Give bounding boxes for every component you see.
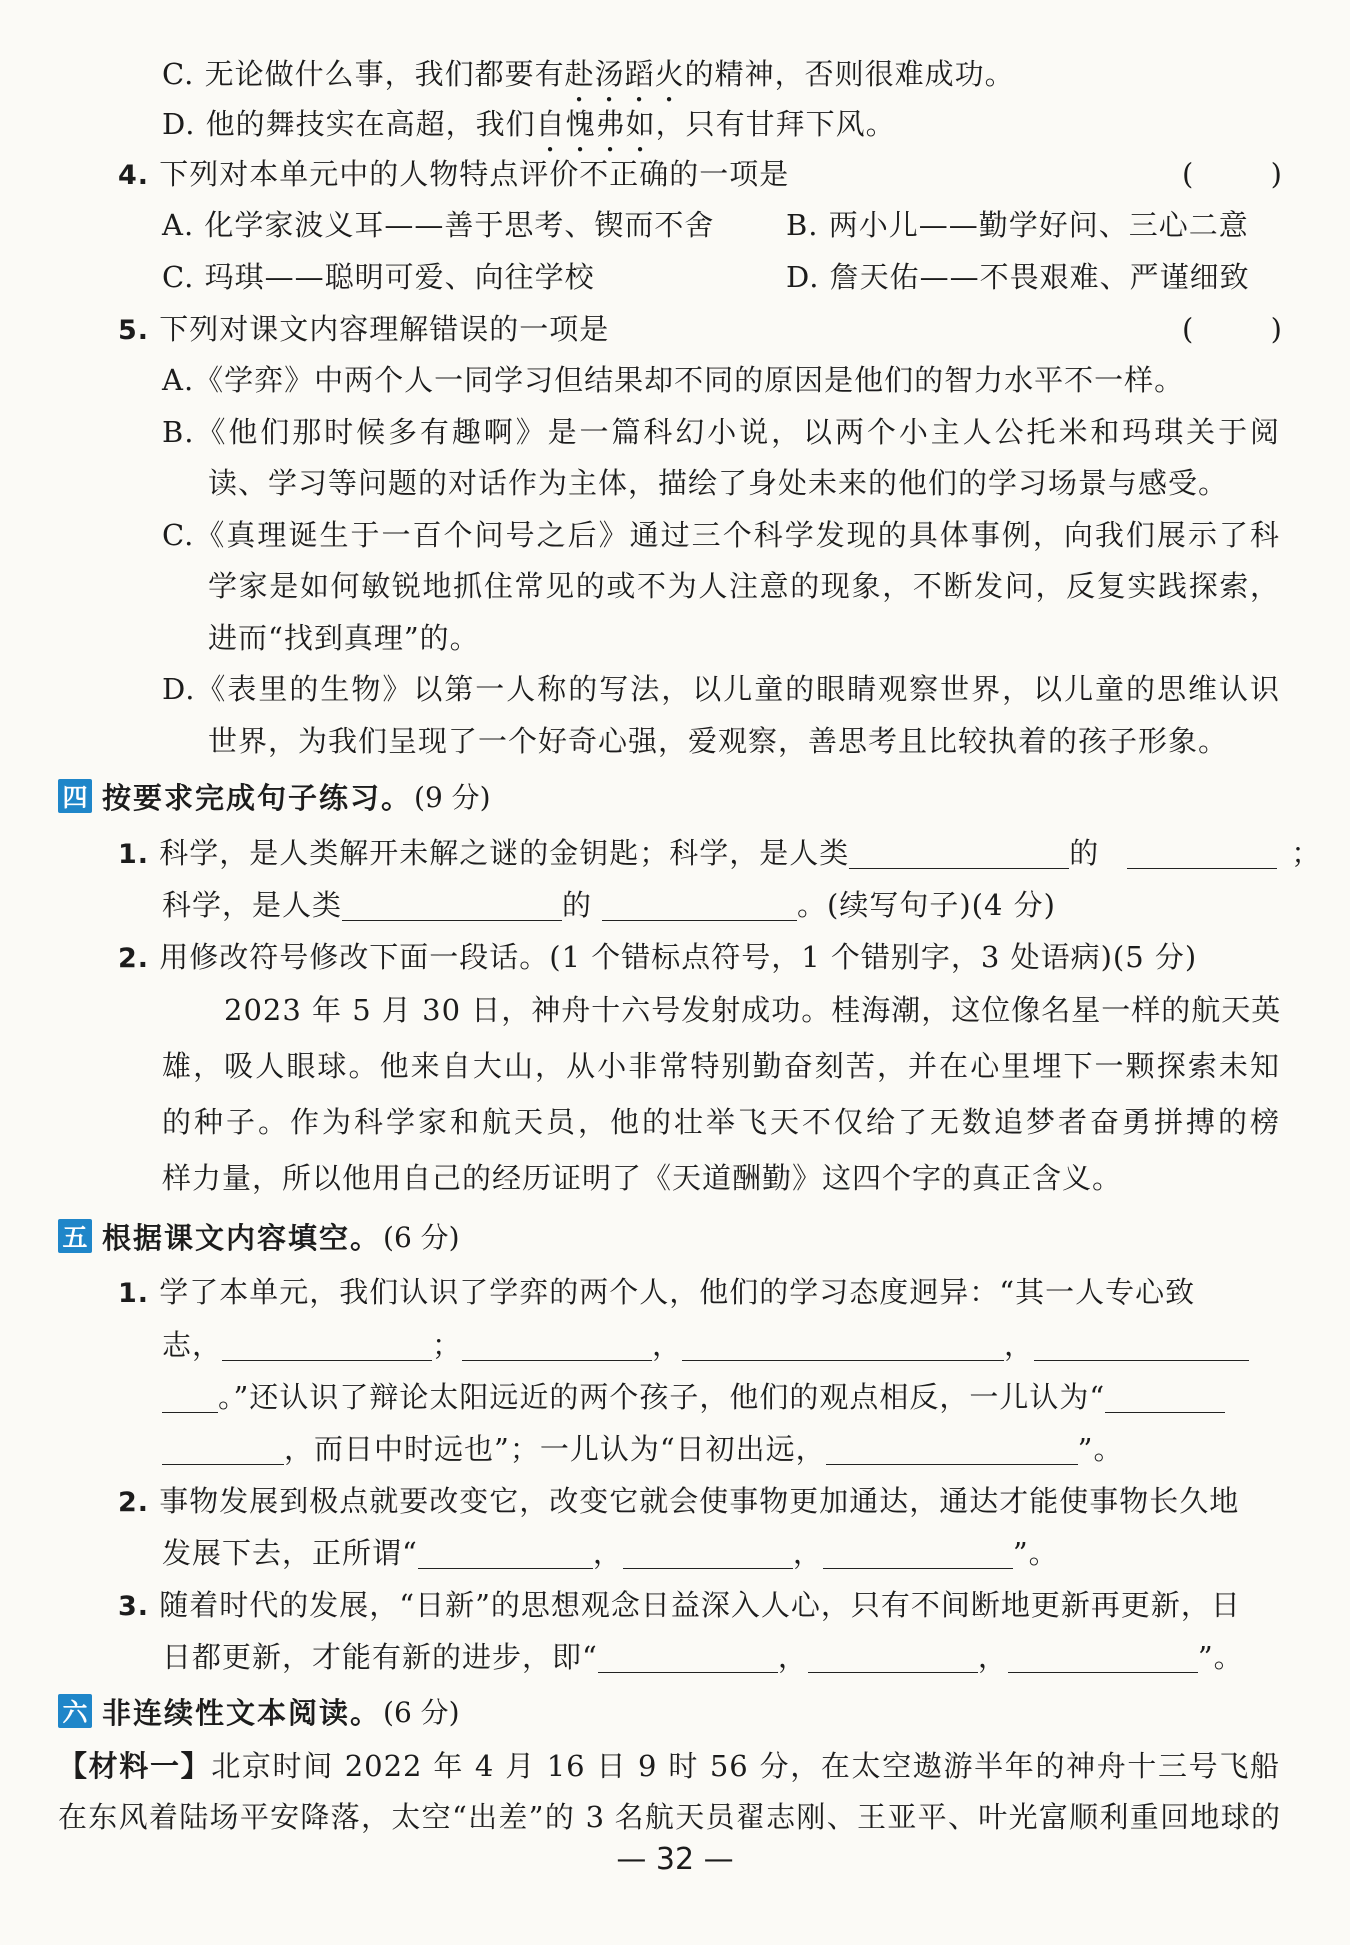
sec5-q1-blank-5-cont[interactable] bbox=[162, 1432, 284, 1465]
section-6-title: 非连续性文本阅读。 bbox=[102, 1695, 382, 1730]
section-5-badge: 五 bbox=[58, 1219, 92, 1253]
q4-number: 4. bbox=[118, 160, 150, 191]
q5-option-a: A.《学弈》中两个人一同学习但结果却不同的原因是他们的智力水平不一样。 bbox=[162, 363, 1185, 397]
sec5-q1-line4 bbox=[162, 1429, 1123, 1469]
sec5-q1-sep-1: ； bbox=[432, 1328, 463, 1362]
sec5-q1-text-2: 志， bbox=[162, 1328, 223, 1362]
sec5-q1-text-3: 。”还认识了辩论太阳远近的两个孩子，他们的观点相反，一儿认为“ bbox=[218, 1380, 1106, 1414]
q5-paren-right: ) bbox=[1270, 312, 1282, 346]
section-4-title: 按要求完成句子练习。 bbox=[102, 780, 413, 815]
sec5-q2-sep-1: ， bbox=[592, 1536, 623, 1570]
sec5-q2-blank-1[interactable] bbox=[418, 1536, 593, 1569]
sec5-q1-end: ”。 bbox=[1077, 1432, 1124, 1466]
sec5-q3-text: 随着时代的发展，“日新”的思想观念日益深入人心，只有不间断地更新再更新，日 bbox=[159, 1588, 1241, 1622]
sec5-q1-blank-6[interactable] bbox=[826, 1432, 1078, 1465]
sec5-q1-blank-3[interactable] bbox=[682, 1328, 1004, 1361]
q3-c-text: C. 无论做什么事，我们都要有 bbox=[162, 57, 565, 91]
sec5-q3-end: ”。 bbox=[1197, 1640, 1244, 1674]
sec4-q2-text: 用修改符号修改下面一段话。(1 个错标点符号，1 个错别字，3 处语病)(5 分) bbox=[159, 940, 1198, 974]
sec5-q1-line2 bbox=[162, 1325, 1249, 1365]
sec5-q3-sep-2: ， bbox=[977, 1640, 1008, 1674]
sec5-q3-blank-1[interactable] bbox=[598, 1640, 778, 1673]
sec4-passage-line2: 雄，吸人眼球。他来自大山，从小非常特别勤奋刻苦，并在心里埋下一颗探索未知 bbox=[162, 1049, 1280, 1083]
q5-answer-bracket[interactable] bbox=[1182, 309, 1282, 349]
sec5-q2-end: ”。 bbox=[1012, 1536, 1059, 1570]
page-number: — 32 — bbox=[616, 1842, 734, 1877]
sec5-q3-line1 bbox=[118, 1585, 1241, 1627]
section-4-points: (9 分) bbox=[414, 781, 491, 814]
section-4-header bbox=[58, 776, 491, 816]
sec4-passage-line4: 样力量，所以他用自己的经历证明了《天道酬勤》这四个字的真正含义。 bbox=[162, 1161, 1123, 1195]
q4-paren-right: ) bbox=[1270, 157, 1282, 191]
sec5-q3-blank-3[interactable] bbox=[1008, 1640, 1198, 1673]
q3-d-text-end: ，只有甘拜下风。 bbox=[655, 107, 896, 141]
sec4-q1-text-2: 科学，是人类 bbox=[162, 888, 343, 922]
sec5-q1-blank-4[interactable] bbox=[1034, 1328, 1249, 1361]
sec5-q1-text-4: ，而日中时远也”；一儿认为“日初出远， bbox=[284, 1432, 826, 1466]
sec5-q1-blank-2[interactable] bbox=[462, 1328, 652, 1361]
q5-option-c-line3: 进而“找到真理”的。 bbox=[208, 621, 480, 655]
q5-option-c-line2: 学家是如何敏锐地抓住常见的或不为人注意的现象，不断发问，反复实践探索， bbox=[208, 569, 1280, 603]
sec5-q2-line1 bbox=[118, 1481, 1239, 1523]
sec6-material-text-1: 北京时间 2022 年 4 月 16 日 9 时 56 分，在太空遨游半年的神舟十三号飞船 bbox=[211, 1749, 1280, 1783]
q4-option-a: A. 化学家波义耳——善于思考、锲而不舍 bbox=[162, 208, 715, 242]
sec4-passage-line1: 2023 年 5 月 30 日，神舟十六号发射成功。桂海潮，这位像名星一样的航天英 bbox=[224, 993, 1282, 1027]
sec4-q2-line bbox=[118, 937, 1197, 979]
sec4-q1-blank-3[interactable] bbox=[342, 888, 562, 921]
sec4-q1-line1 bbox=[118, 833, 1321, 875]
q5-text: 下列对课文内容理解错误的一项是 bbox=[159, 312, 610, 346]
section-4-badge: 四 bbox=[58, 779, 92, 813]
sec4-q1-text-de-2: 的 bbox=[562, 888, 593, 922]
q3-d-text: D. 他的舞技实在高超，我们 bbox=[162, 107, 536, 141]
sec5-q1-sep-3: ， bbox=[1004, 1328, 1035, 1362]
sec4-q1-text: 科学，是人类解开未解之谜的金钥匙；科学，是人类 bbox=[159, 836, 850, 870]
sec4-q1-number: 1. bbox=[118, 839, 150, 870]
sec5-q1-line3 bbox=[162, 1377, 1225, 1417]
section-6-header bbox=[58, 1691, 460, 1731]
sec4-q2-number: 2. bbox=[118, 943, 150, 974]
q3-option-d bbox=[162, 104, 896, 159]
q5-paren-left: ( bbox=[1182, 312, 1194, 346]
sec5-q1-line1 bbox=[118, 1272, 1195, 1314]
sec6-material-label: 【材料一】 bbox=[58, 1749, 212, 1783]
q3-c-emphasis: 赴汤蹈火 bbox=[564, 57, 685, 91]
sec5-q2-text-2: 发展下去，正所谓“ bbox=[162, 1536, 418, 1570]
sec5-q3-blank-2[interactable] bbox=[808, 1640, 978, 1673]
sec4-q1-blank-2[interactable] bbox=[1127, 836, 1277, 869]
sec5-q2-blank-3[interactable] bbox=[823, 1536, 1013, 1569]
section-5-points: (6 分) bbox=[383, 1221, 460, 1254]
sec5-q1-number: 1. bbox=[118, 1278, 150, 1309]
sec5-q1-blank-4-cont[interactable] bbox=[162, 1380, 218, 1413]
q5-option-d-line1: D.《表里的生物》以第一人称的写法，以儿童的眼睛观察世界，以儿童的思维认识 bbox=[162, 672, 1280, 706]
q5-option-c-line1: C.《真理诞生于一百个问号之后》通过三个科学发现的具体事例，向我们展示了科 bbox=[162, 518, 1280, 552]
sec4-q1-semicolon: ； bbox=[1291, 836, 1322, 870]
sec5-q1-blank-5[interactable] bbox=[1105, 1380, 1225, 1413]
q3-c-text-end: 的精神，否则很难成功。 bbox=[684, 57, 1015, 91]
q4-option-c: C. 玛琪——聪明可爱、向往学校 bbox=[162, 260, 595, 294]
sec5-q1-blank-1[interactable] bbox=[222, 1328, 432, 1361]
q4-answer-bracket[interactable] bbox=[1182, 154, 1282, 194]
section-5-title: 根据课文内容填空。 bbox=[102, 1220, 382, 1255]
sec5-q3-text-2: 日都更新，才能有新的进步，即“ bbox=[162, 1640, 598, 1674]
section-6-badge: 六 bbox=[58, 1694, 92, 1728]
q5-stem bbox=[118, 309, 609, 351]
q4-option-d: D. 詹天佑——不畏艰难、严谨细致 bbox=[786, 260, 1250, 294]
sec4-q1-blank-1[interactable] bbox=[849, 836, 1069, 869]
q3-d-emphasis: 自愧弗如 bbox=[535, 107, 656, 141]
sec5-q2-blank-2[interactable] bbox=[623, 1536, 793, 1569]
sec4-passage-line3: 的种子。作为科学家和航天员，他的壮举飞天不仅给了无数追梦者奋勇拼搏的榜 bbox=[162, 1105, 1280, 1139]
q5-number: 5. bbox=[118, 315, 150, 346]
sec4-q1-line2 bbox=[162, 885, 1056, 925]
q3-option-c bbox=[162, 54, 1015, 109]
sec4-q1-text-de: 的 bbox=[1069, 836, 1100, 870]
q5-option-d-line2: 世界，为我们呈现了一个好奇心强，爱观察，善思考且比较执着的孩子形象。 bbox=[208, 724, 1229, 758]
sec4-q1-instruction: 。(续写句子)(4 分) bbox=[797, 888, 1056, 922]
sec4-q1-blank-4[interactable] bbox=[602, 888, 797, 921]
q4-stem bbox=[118, 154, 789, 196]
sec5-q2-number: 2. bbox=[118, 1487, 150, 1518]
sec5-q3-number: 3. bbox=[118, 1591, 150, 1622]
q4-paren-left: ( bbox=[1182, 157, 1194, 191]
q4-text: 下列对本单元中的人物特点评价不正确的一项是 bbox=[159, 157, 790, 191]
sec5-q2-text: 事物发展到极点就要改变它，改变它就会使事物更加通达，通达才能使事物长久地 bbox=[159, 1484, 1240, 1518]
sec5-q3-line2 bbox=[162, 1637, 1244, 1677]
sec5-q3-sep-1: ， bbox=[777, 1640, 808, 1674]
section-5-header bbox=[58, 1216, 460, 1256]
sec5-q1-sep-2: ， bbox=[652, 1328, 683, 1362]
sec6-material-line1 bbox=[58, 1746, 1280, 1786]
q4-option-b: B. 两小儿——勤学好问、三心二意 bbox=[786, 208, 1249, 242]
sec5-q2-line2 bbox=[162, 1533, 1059, 1573]
sec5-q2-sep-2: ， bbox=[792, 1536, 823, 1570]
section-6-points: (6 分) bbox=[383, 1696, 460, 1729]
q5-option-b-line1: B.《他们那时候多有趣啊》是一篇科幻小说，以两个小主人公托米和玛琪关于阅 bbox=[162, 415, 1280, 449]
q5-option-b-line2: 读、学习等问题的对话作为主体，描绘了身处未来的他们的学习场景与感受。 bbox=[208, 466, 1229, 500]
sec5-q1-text: 学了本单元，我们认识了学弈的两个人，他们的学习态度迥异：“其一人专心致 bbox=[159, 1275, 1196, 1309]
sec6-material-line2: 在东风着陆场平安降落，太空“出差”的 3 名航天员翟志刚、王亚平、叶光富顺利重回地球的 bbox=[58, 1800, 1280, 1834]
